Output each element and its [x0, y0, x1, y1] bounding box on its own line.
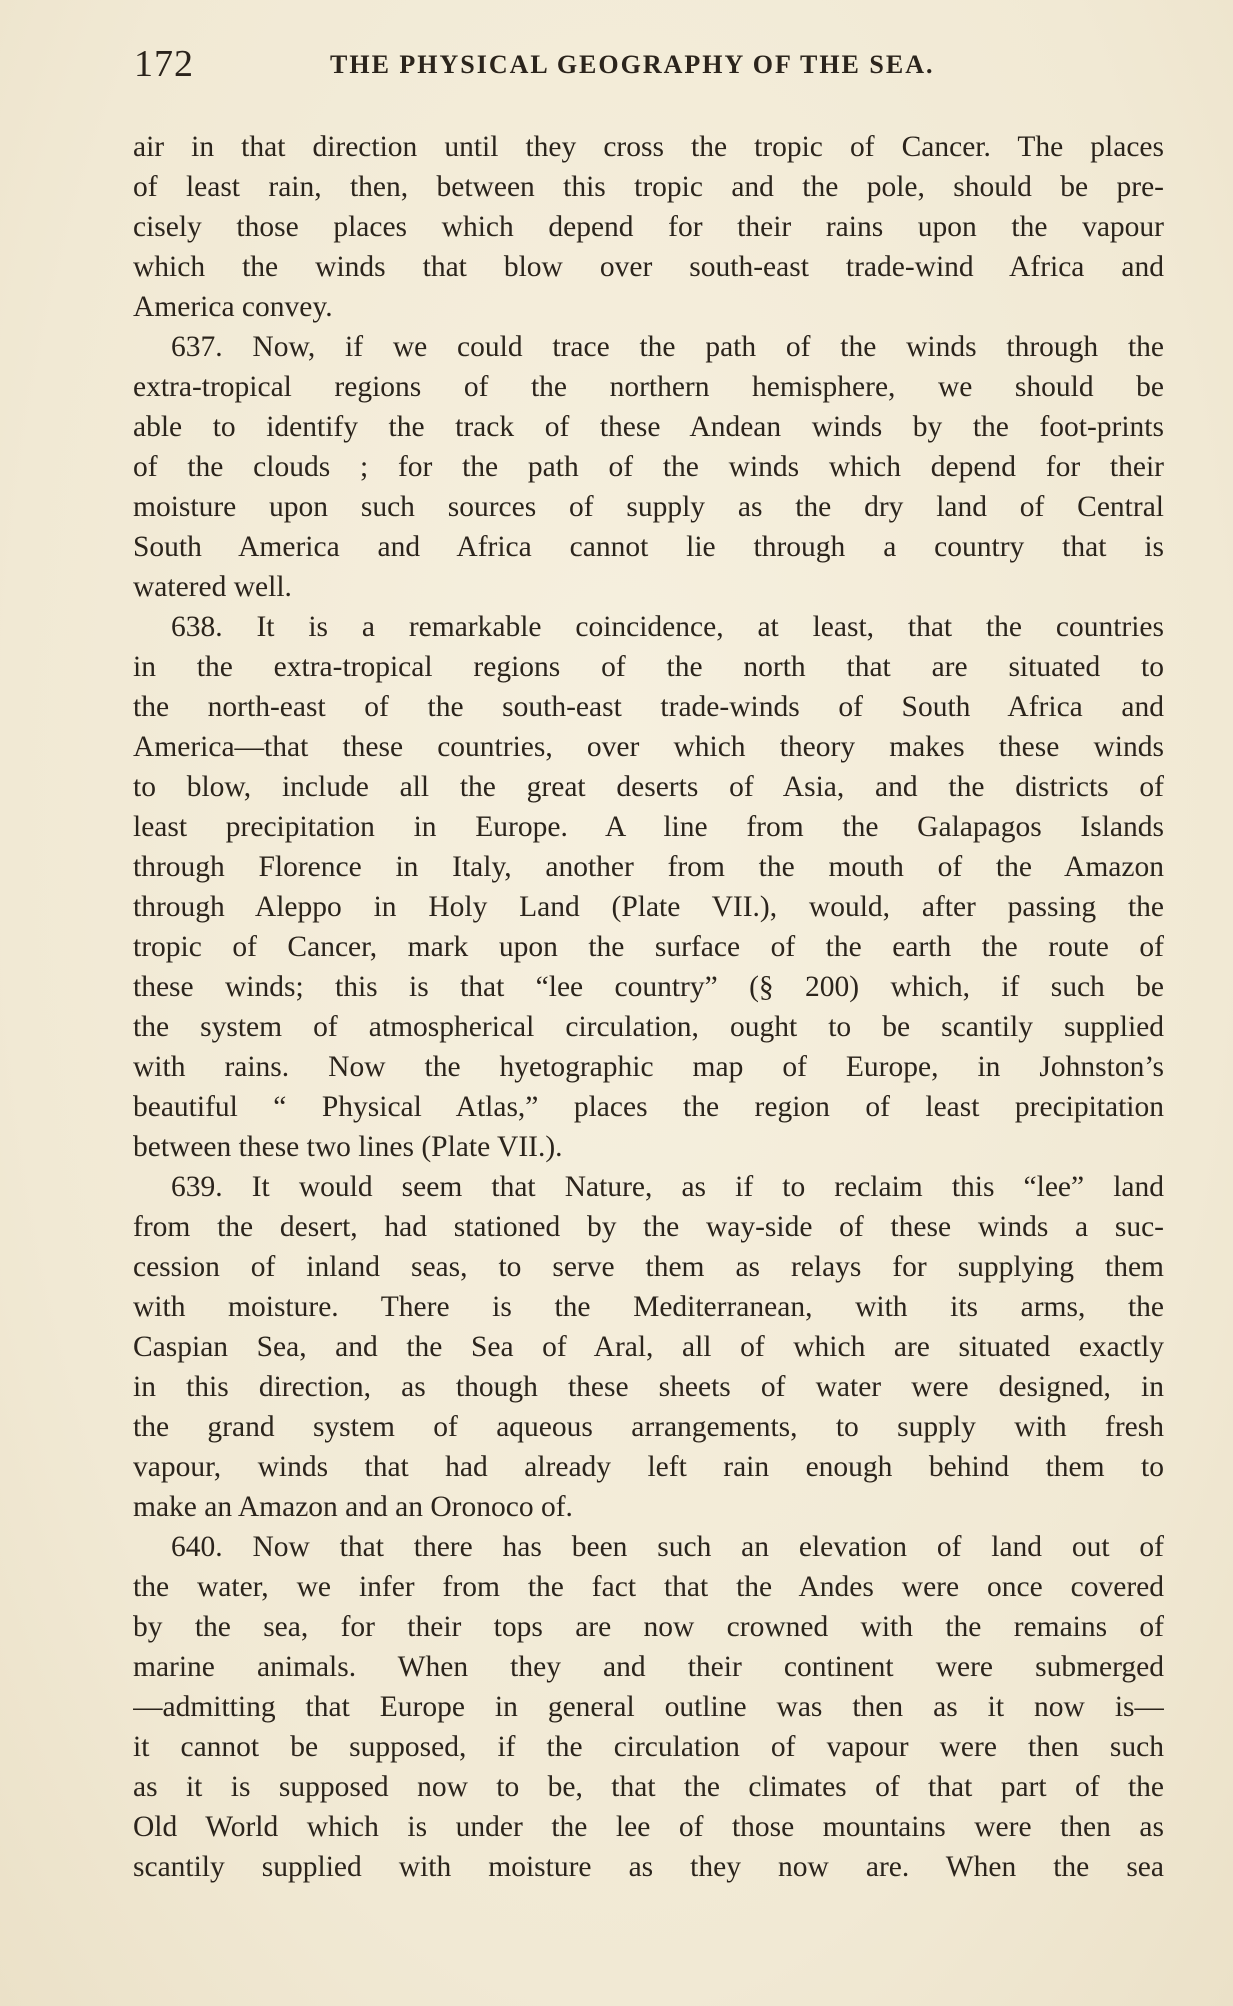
- text-line: America—that these countries, over which theory makes these winds: [133, 731, 1164, 763]
- paragraph-start-637: 637. Now, if we could trace the path of the winds through the: [171, 331, 1164, 363]
- text-line: in this direction, as though these sheets of water were designed, in: [133, 1371, 1164, 1403]
- text-line: of least rain, then, between this tropic and the pole, should be pre-: [133, 171, 1164, 203]
- text-line: to blow, include all the great deserts of Asia, and the districts of: [133, 771, 1164, 803]
- text-line: marine animals. When they and their continent were submerged: [133, 1651, 1164, 1683]
- text-line: moisture upon such sources of supply as the dry land of Central: [133, 491, 1164, 523]
- text-line: in the extra-tropical regions of the north that are situated to: [133, 651, 1164, 683]
- text-line: cession of inland seas, to serve them as relays for supplying them: [133, 1251, 1164, 1283]
- text-line: from the desert, had stationed by the way-side of these winds a suc-: [133, 1211, 1164, 1243]
- text-line: through Florence in Italy, another from the mouth of the Amazon: [133, 851, 1164, 883]
- page-header: [134, 42, 1164, 92]
- paragraph-start-639: 639. It would seem that Nature, as if to reclaim this “lee” land: [171, 1171, 1164, 1203]
- text-line: America convey.: [133, 291, 333, 323]
- text-line: Caspian Sea, and the Sea of Aral, all of which are situated exactly: [133, 1331, 1164, 1363]
- text-line: scantily supplied with moisture as they now are. When the sea: [133, 1851, 1164, 1883]
- text-line: with moisture. There is the Mediterranean, with its arms, the: [133, 1291, 1164, 1323]
- text-line: through Aleppo in Holy Land (Plate VII.), would, after passing the: [133, 891, 1164, 923]
- text-line: the grand system of aqueous arrangements, to supply with fresh: [133, 1411, 1164, 1443]
- text-line: Old World which is under the lee of those mountains were then as: [133, 1811, 1164, 1843]
- text-line: by the sea, for their tops are now crowned with the remains of: [133, 1611, 1164, 1643]
- text-line: as it is supposed now to be, that the climates of that part of the: [133, 1771, 1164, 1803]
- text-line: it cannot be supposed, if the circulation of vapour were then such: [133, 1731, 1164, 1763]
- text-line: the system of atmospherical circulation, ought to be scantily supplied: [133, 1011, 1164, 1043]
- text-line: able to identify the track of these Andean winds by the foot-prints: [133, 411, 1164, 443]
- text-line: these winds; this is that “lee country” (§ 200) which, if such be: [133, 971, 1164, 1003]
- text-line: South America and Africa cannot lie through a country that is: [133, 531, 1164, 563]
- text-line: —admitting that Europe in general outline was then as it now is—: [133, 1691, 1164, 1723]
- text-line: between these two lines (Plate VII.).: [133, 1131, 563, 1163]
- text-line: make an Amazon and an Oronoco of.: [133, 1491, 573, 1523]
- paragraph-start-640: 640. Now that there has been such an elevation of land out of: [171, 1531, 1164, 1563]
- text-line: cisely those places which depend for their rains upon the vapour: [133, 211, 1164, 243]
- text-line: vapour, winds that had already left rain enough behind them to: [133, 1451, 1164, 1483]
- text-line: the north-east of the south-east trade-winds of South Africa and: [133, 691, 1164, 723]
- text-line: extra-tropical regions of the northern hemisphere, we should be: [133, 371, 1164, 403]
- page-number: 172: [134, 43, 194, 85]
- text-line: tropic of Cancer, mark upon the surface of the earth the route of: [133, 931, 1164, 963]
- running-head: THE PHYSICAL GEOGRAPHY OF THE SEA.: [330, 50, 935, 79]
- text-line: air in that direction until they cross the tropic of Cancer. The places: [133, 131, 1164, 163]
- text-line: the water, we infer from the fact that the Andes were once covered: [133, 1571, 1164, 1603]
- text-line: which the winds that blow over south-east trade-wind Africa and: [133, 251, 1164, 283]
- text-line: beautiful “ Physical Atlas,” places the region of least precipitation: [133, 1091, 1164, 1123]
- text-line: least precipitation in Europe. A line from the Galapagos Islands: [133, 811, 1164, 843]
- body-text: [133, 127, 1164, 1887]
- text-line: watered well.: [133, 571, 292, 603]
- paragraph-start-638: 638. It is a remarkable coincidence, at least, that the countries: [171, 611, 1164, 643]
- text-line: of the clouds ; for the path of the winds which depend for their: [133, 451, 1164, 483]
- text-line: with rains. Now the hyetographic map of Europe, in Johnston’s: [133, 1051, 1164, 1083]
